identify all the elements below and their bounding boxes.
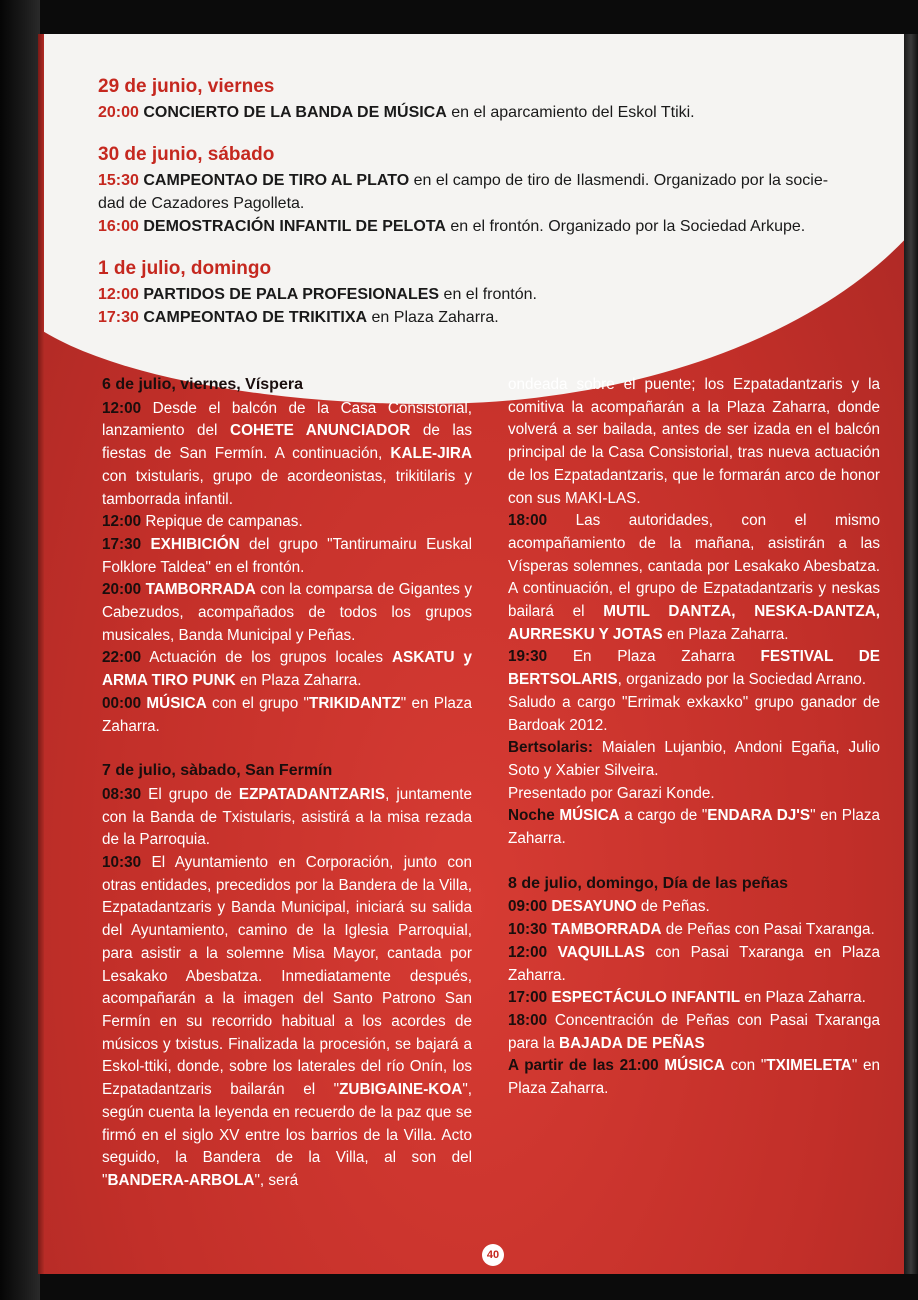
day-heading: 7 de julio, sàbado, San Fermín xyxy=(102,762,333,780)
event-entry: 10:30 El Ayuntamiento en Corporación, junto con otras entidades, precedidos por la Bandera de la Villa, Ezpatadantzaris y Banda Municipal, iniciará su salida del Ayuntamiento, camino de la Iglesia Parroquial, para asistir a la solemne Misa Mayor, cantada por Lesakako Abesbatza. Inmediatamente después, acompañarán a la imagen del Santo Patrono San Fermín en su recorrido habitual a los acordes de músicos y txistus. Finalizada la procesión, se bajará a Eskol-ttiki, donde, sobre los laterales del río Onín, los Ezpatadantzaris bailarán el "ZUBIGAINE-KOA", según cuenta la leyenda en recuerdo de la paz que se firmó en el siglo XV entre los barrios de la Villa. Acto seguido, la Bandera de la Villa, al son del "BANDERA-ARBOLA", será xyxy=(102,854,472,1189)
event-line: 15:30 CAMPEONTAO DE TIRO AL PLATO en el campo de tiro de Ilasmendi. Organizado por la socie- xyxy=(98,172,829,189)
event-line: 17:30 CAMPEONTAO DE TRIKITIXA en Plaza Zaharra. xyxy=(98,309,499,326)
day-heading: 6 de julio, viernes, Víspera xyxy=(102,376,303,393)
event-entry: ondeada sobre el puente; los Ezpatadantzaris y la comitiva la acompañarán a la Plaza Zaharra, donde volverá a ser bailada, antes de ser izada en el balcón principal de la Casa Consistorial, tras nueva actuación de los Ezpatadantzaris, que le formarán arco de honor con sus MAKI-LAS. xyxy=(508,376,880,507)
event-entry: Noche MÚSICA a cargo de "ENDARA DJ'S" en Plaza Zaharra. xyxy=(508,807,881,848)
event-entry: 12:00 Repique de campanas. xyxy=(102,513,303,531)
event-entry: 17:30 EXHIBICIÓN del grupo "Tantirumairu Euskal Folklore Taldea" en el frontón. xyxy=(102,535,473,576)
day-heading: 1 de julio, domingo xyxy=(98,258,272,279)
event-entry: 12:00 VAQUILLAS con Pasai Txaranga en Plaza Zaharra. xyxy=(508,943,880,984)
page-number: 40 xyxy=(482,1244,504,1266)
event-entry: Bertsolaris: Maialen Lujanbio, Andoni Egaña, Julio Soto y Xabier Silveira. xyxy=(508,739,880,779)
day-heading: 29 de junio, viernes xyxy=(98,76,275,97)
next-page-edge xyxy=(904,34,918,1274)
event-line: 20:00 CONCIERTO DE LA BANDA DE MÚSICA en el aparcamiento del Eskol Ttiki. xyxy=(98,104,695,121)
event-line: 16:00 DEMOSTRACIÓN INFANTIL DE PELOTA en el frontón. Organizado por la Sociedad Arkupe. xyxy=(98,218,806,235)
event-entry: 22:00 Actuación de los grupos locales ASKATU y ARMA TIRO PUNK en Plaza Zaharra. xyxy=(102,649,472,690)
event-entry: 17:00 ESPECTÁCULO INFANTIL en Plaza Zaharra. xyxy=(508,989,866,1007)
event-entry: Presentado por Garazi Konde. xyxy=(508,784,715,802)
day-heading: 30 de junio, sábado xyxy=(98,144,275,165)
event-entry: 00:00 MÚSICA con el grupo "TRIKIDANTZ" en Plaza Zaharra. xyxy=(102,694,473,735)
event-entry: 12:00 Desde el balcón de la Casa Consistorial, lanzamiento del COHETE ANUNCIADOR de las fiestas de San Fermín. A continuación, KALE-JIRA con txistularis, grupo de acordeonistas, trikitilaris y tamborrada infantil. xyxy=(102,399,472,508)
left-column xyxy=(102,374,472,1193)
event-line-cont: dad de Cazadores Pagolleta. xyxy=(98,195,305,212)
event-entry: 10:30 TAMBORRADA de Peñas con Pasai Txaranga. xyxy=(508,921,875,939)
event-entry: 18:00 Las autoridades, con el mismo acompañamiento de la mañana, asistirán a las Vísperas solemnes, cantada por Lesakako Abesbatza. A continuación, el grupo de Ezpatadantzaris y neskas bailará el MUTIL DANTZA, NESKA-DANTZA, AURRESKU Y JOTAS en Plaza Zaharra. xyxy=(508,512,881,643)
page-fold-shadow xyxy=(38,34,44,1274)
day-heading: 8 de julio, domingo, Día de las peñas xyxy=(508,874,789,892)
event-entry: 09:00 DESAYUNO de Peñas. xyxy=(508,898,710,916)
right-column xyxy=(508,374,880,1101)
top-schedule xyxy=(98,76,898,329)
event-line: 12:00 PARTIDOS DE PALA PROFESIONALES en el frontón. xyxy=(98,286,537,303)
event-entry: Saludo a cargo "Errimak exkaxko" grupo ganador de Bardoak 2012. xyxy=(508,693,880,734)
event-entry: 18:00 Concentración de Peñas con Pasai Txaranga para la BAJADA DE PEÑAS xyxy=(508,1011,880,1052)
event-entry: 20:00 TAMBORRADA con la comparsa de Gigantes y Cabezudos, acompañados de todos los grupos musicales, Banda Municipal y Peñas. xyxy=(102,581,472,644)
book-spine xyxy=(0,0,40,1300)
event-entry: 08:30 El grupo de EZPATADANTZARIS, juntamente con la Banda de Txistularis, asistirá a la misa rezada de la Parroquia. xyxy=(102,785,473,849)
event-entry: 19:30 En Plaza Zaharra FESTIVAL DE BERTSOLARIS, organizado por la Sociedad Arrano. xyxy=(508,648,880,689)
event-entry: A partir de las 21:00 MÚSICA con "TXIMELETA" en Plaza Zaharra. xyxy=(508,1057,880,1098)
